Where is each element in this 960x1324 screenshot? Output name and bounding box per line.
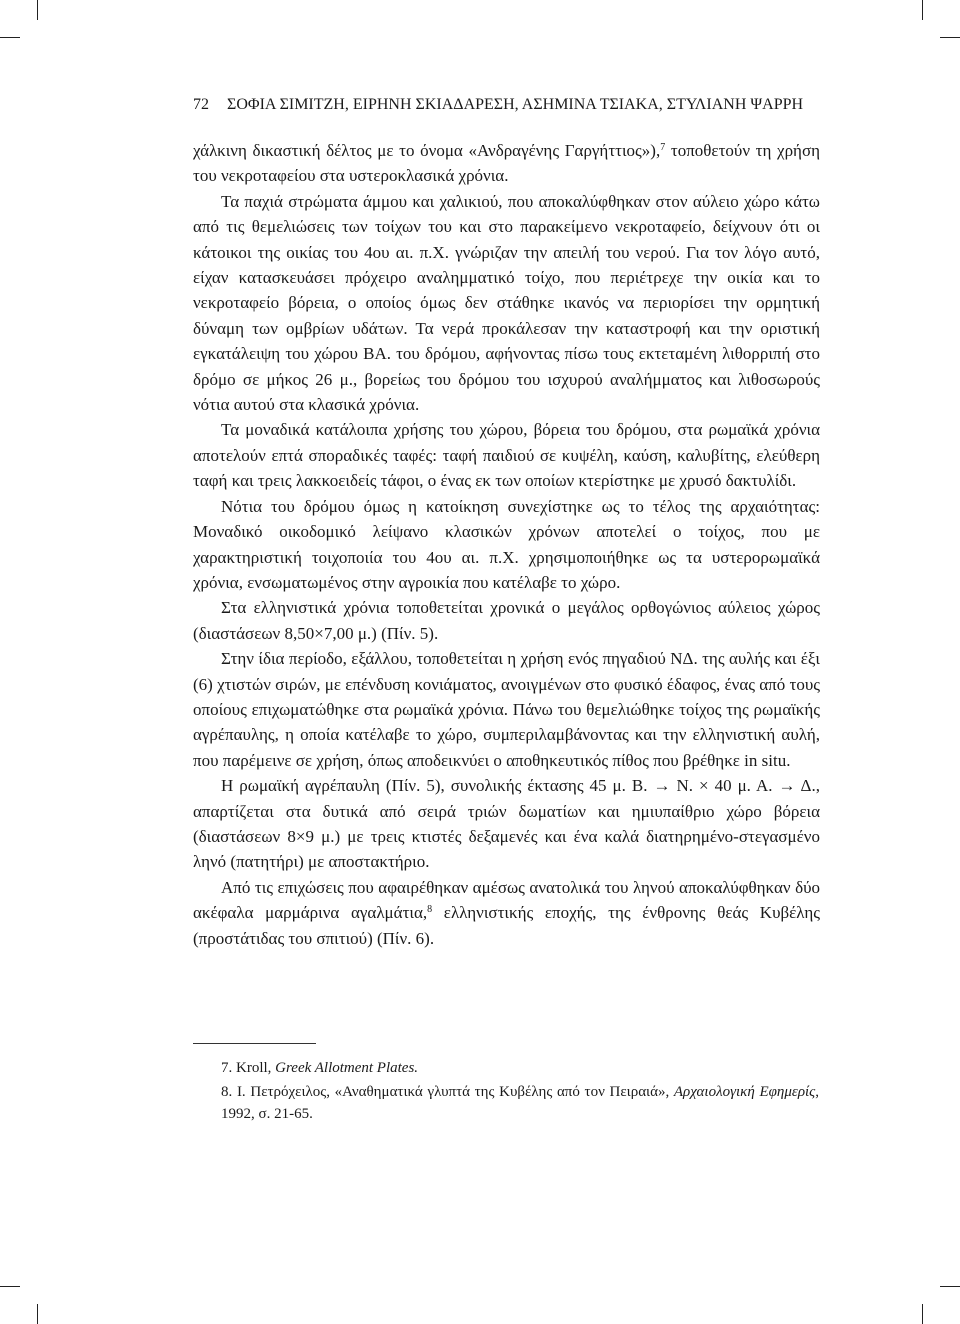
paragraph-text: Από τις επιχώσεις που αφαιρέθηκαν αμέσως ανατολικά του ληνού αποκαλύφθηκαν δύο ακέφαλα μαρμάρινα αγαλμάτια, <box>193 877 820 923</box>
paragraph: Τα μοναδικά κατάλοιπα χρήσης του χώρου, βόρεια του δρόμου, στα ρωμαϊκά χρόνια αποτελούν επτά σποραδικές ταφές: ταφή παιδιού σε κυψέλη, καύση, καλυβίτης, ελεύθερη ταφή και τρεις λακκοειδείς τάφοι, ο ένας εκ των οποίων κτερίστηκε με χρυσό δακτυλίδι. <box>193 420 820 491</box>
paragraph: Νότια του δρόμου όμως η κατοίκηση συνεχίστηκε ως το τέλος της αρχαιότητας: Μοναδικό οικοδομικό λείψανο κλασικών χρόνων αποτελεί ο τοίχος, που με χαρακτηριστική τοιχοποιία του 4ου αι. π.Χ. χρησιμοποιήθηκε ως τα υστερορωμαϊκά χρόνια, ενσωματωμένος στην αγροικία που κατέλαβε το χώρο. <box>193 496 820 592</box>
crop-mark-top-left-h <box>0 37 20 38</box>
paragraph <box>193 138 820 189</box>
crop-mark-bottom-right-h <box>940 1286 960 1287</box>
footnote-text: Ι. Πετρόχειλος, «Αναθηματικά γλυπτά της Κυβέλης από τον Πειραιά», <box>236 1084 670 1100</box>
footnote-title: Greek Allotment Plates. <box>275 1060 419 1076</box>
footnote-text: , 1992, σ. 21-65. <box>221 1084 820 1122</box>
footnote-ref-7[interactable]: 7 <box>660 142 666 153</box>
paragraph-text: ελληνιστικής εποχής, της ένθρονης θεάς Κυβέλης (προστάτιδας του σπιτιού) (Πίν. 6). <box>193 903 820 948</box>
page-number: 72 <box>193 96 209 113</box>
footnote-8 <box>221 1081 819 1125</box>
crop-mark-bottom-left-h <box>0 1286 20 1287</box>
footnote-number: 7. <box>221 1060 233 1076</box>
main-text <box>193 138 820 951</box>
crop-mark-top-left-v <box>37 0 38 20</box>
paragraph: Τα παχιά στρώματα άμμου και χαλικιού, που αποκαλύφθηκαν στον αύλειο χώρο κάτω από τις θεμελιώσεις των τοίχων του και στο παρακείμενο νεκροταφείο, δείχνουν ότι οι κάτοικοι της οικίας του 4ου αι. π.Χ. γνώριζαν την απειλή του νερού. Για τον λόγο αυτό, είχαν κατασκευάσει πρόχειρο αναλημματικό τοίχο, που περιέτρεχε την οικία και το νεκροταφείο βόρεια, ο οποίος όμως δεν στάθηκε ικανός να περιορίσει την ορμητική δύναμη των ομβρίων υδάτων. Τα νερά προκάλεσαν την καταστροφή και την οριστική εγκατάλειψη του χώρου ΒΑ. του δρόμου, αφήνοντας πίσω τους εκτεταμένη λιθορριπή στο δρόμο σε μήκος 26 μ., βορείως του δρόμου του ισχυρού αναλήμματος και λιθοσωρούς νότια αυτού στα κλασικά χρόνια. <box>193 191 820 415</box>
footnote-author: Kroll, <box>236 1060 272 1076</box>
crop-mark-bottom-left-v <box>37 1304 38 1324</box>
footnote-ref-8[interactable]: 8 <box>427 904 433 916</box>
footnote-journal: Αρχαιολογική Εφημερίς <box>673 1084 816 1100</box>
footnotes <box>221 1057 819 1127</box>
paragraph-text: τοποθετούν τη χρήση του νεκροταφείου στα υστεροκλασικά χρόνια. <box>193 141 821 186</box>
paragraph: Η ρωμαϊκή αγρέπαυλη (Πίν. 5), συνολικής έκτασης 45 μ. Β. → Ν. × 40 μ. Α. → Δ., απαρτίζεται στα δυτικά από σειρά τριών δωματίων και ημιυπαίθριο χώρο βόρεια (διαστάσεων 8×9 μ.) με τρεις κτιστές δεξαμενές και ένα καλά διατηρημένο-στεγασμένο ληνό (πατητήρι) με αποστακτήριο. <box>193 776 820 872</box>
running-header <box>193 96 823 114</box>
paragraph: Στην ίδια περίοδο, εξάλλου, τοποθετείται η χρήση ενός πηγαδιού ΝΔ. της αυλής και έξι (6) χτιστών σιρών, με επένδυση κονιάματος, ανοιγμένων στο φυσικό έδαφος, ένας από τους οποίους επιχωματώθηκε στα ρωμαϊκά χρόνια. Πάνω του θεμελιώθηκε τοίχος της ρωμαϊκής αγρέπαυλης, η οποία κατέλαβε το χώρο, συμπεριλαμβάνοντας και την ελληνιστική αυλή, που παρέμεινε σε χρήση, όπως αποδεικνύει ο αποθηκευτικός πίθος που βρέθηκε in situ. <box>193 649 820 770</box>
crop-mark-top-right-h <box>940 37 960 38</box>
crop-mark-top-right-v <box>922 0 923 20</box>
paragraph-text: χάλκινη δικαστική δέλτος με το όνομα «Ανδραγένης Γαργήττιος»), <box>193 141 661 160</box>
footnote-7 <box>221 1057 819 1079</box>
paragraph <box>193 875 820 951</box>
header-authors: ΣΟΦΙΑ ΣΙΜΙΤΖΗ, ΕΙΡΗΝΗ ΣΚΙΑΔΑΡΕΣΗ, ΑΣΗΜΙΝΑ ΤΣΙΑΚΑ, ΣΤΥΛΙΑΝΗ ΨΑΡΡΗ <box>227 96 804 113</box>
footnote-number: 8. <box>221 1084 233 1100</box>
crop-mark-bottom-right-v <box>922 1304 923 1324</box>
paragraph: Στα ελληνιστικά χρόνια τοποθετείται χρονικά ο μεγάλος ορθογώνιος αύλειος χώρος (διαστάσεων 8,50×7,00 μ.) (Πίν. 5). <box>193 598 820 643</box>
footnote-divider <box>193 1043 316 1044</box>
